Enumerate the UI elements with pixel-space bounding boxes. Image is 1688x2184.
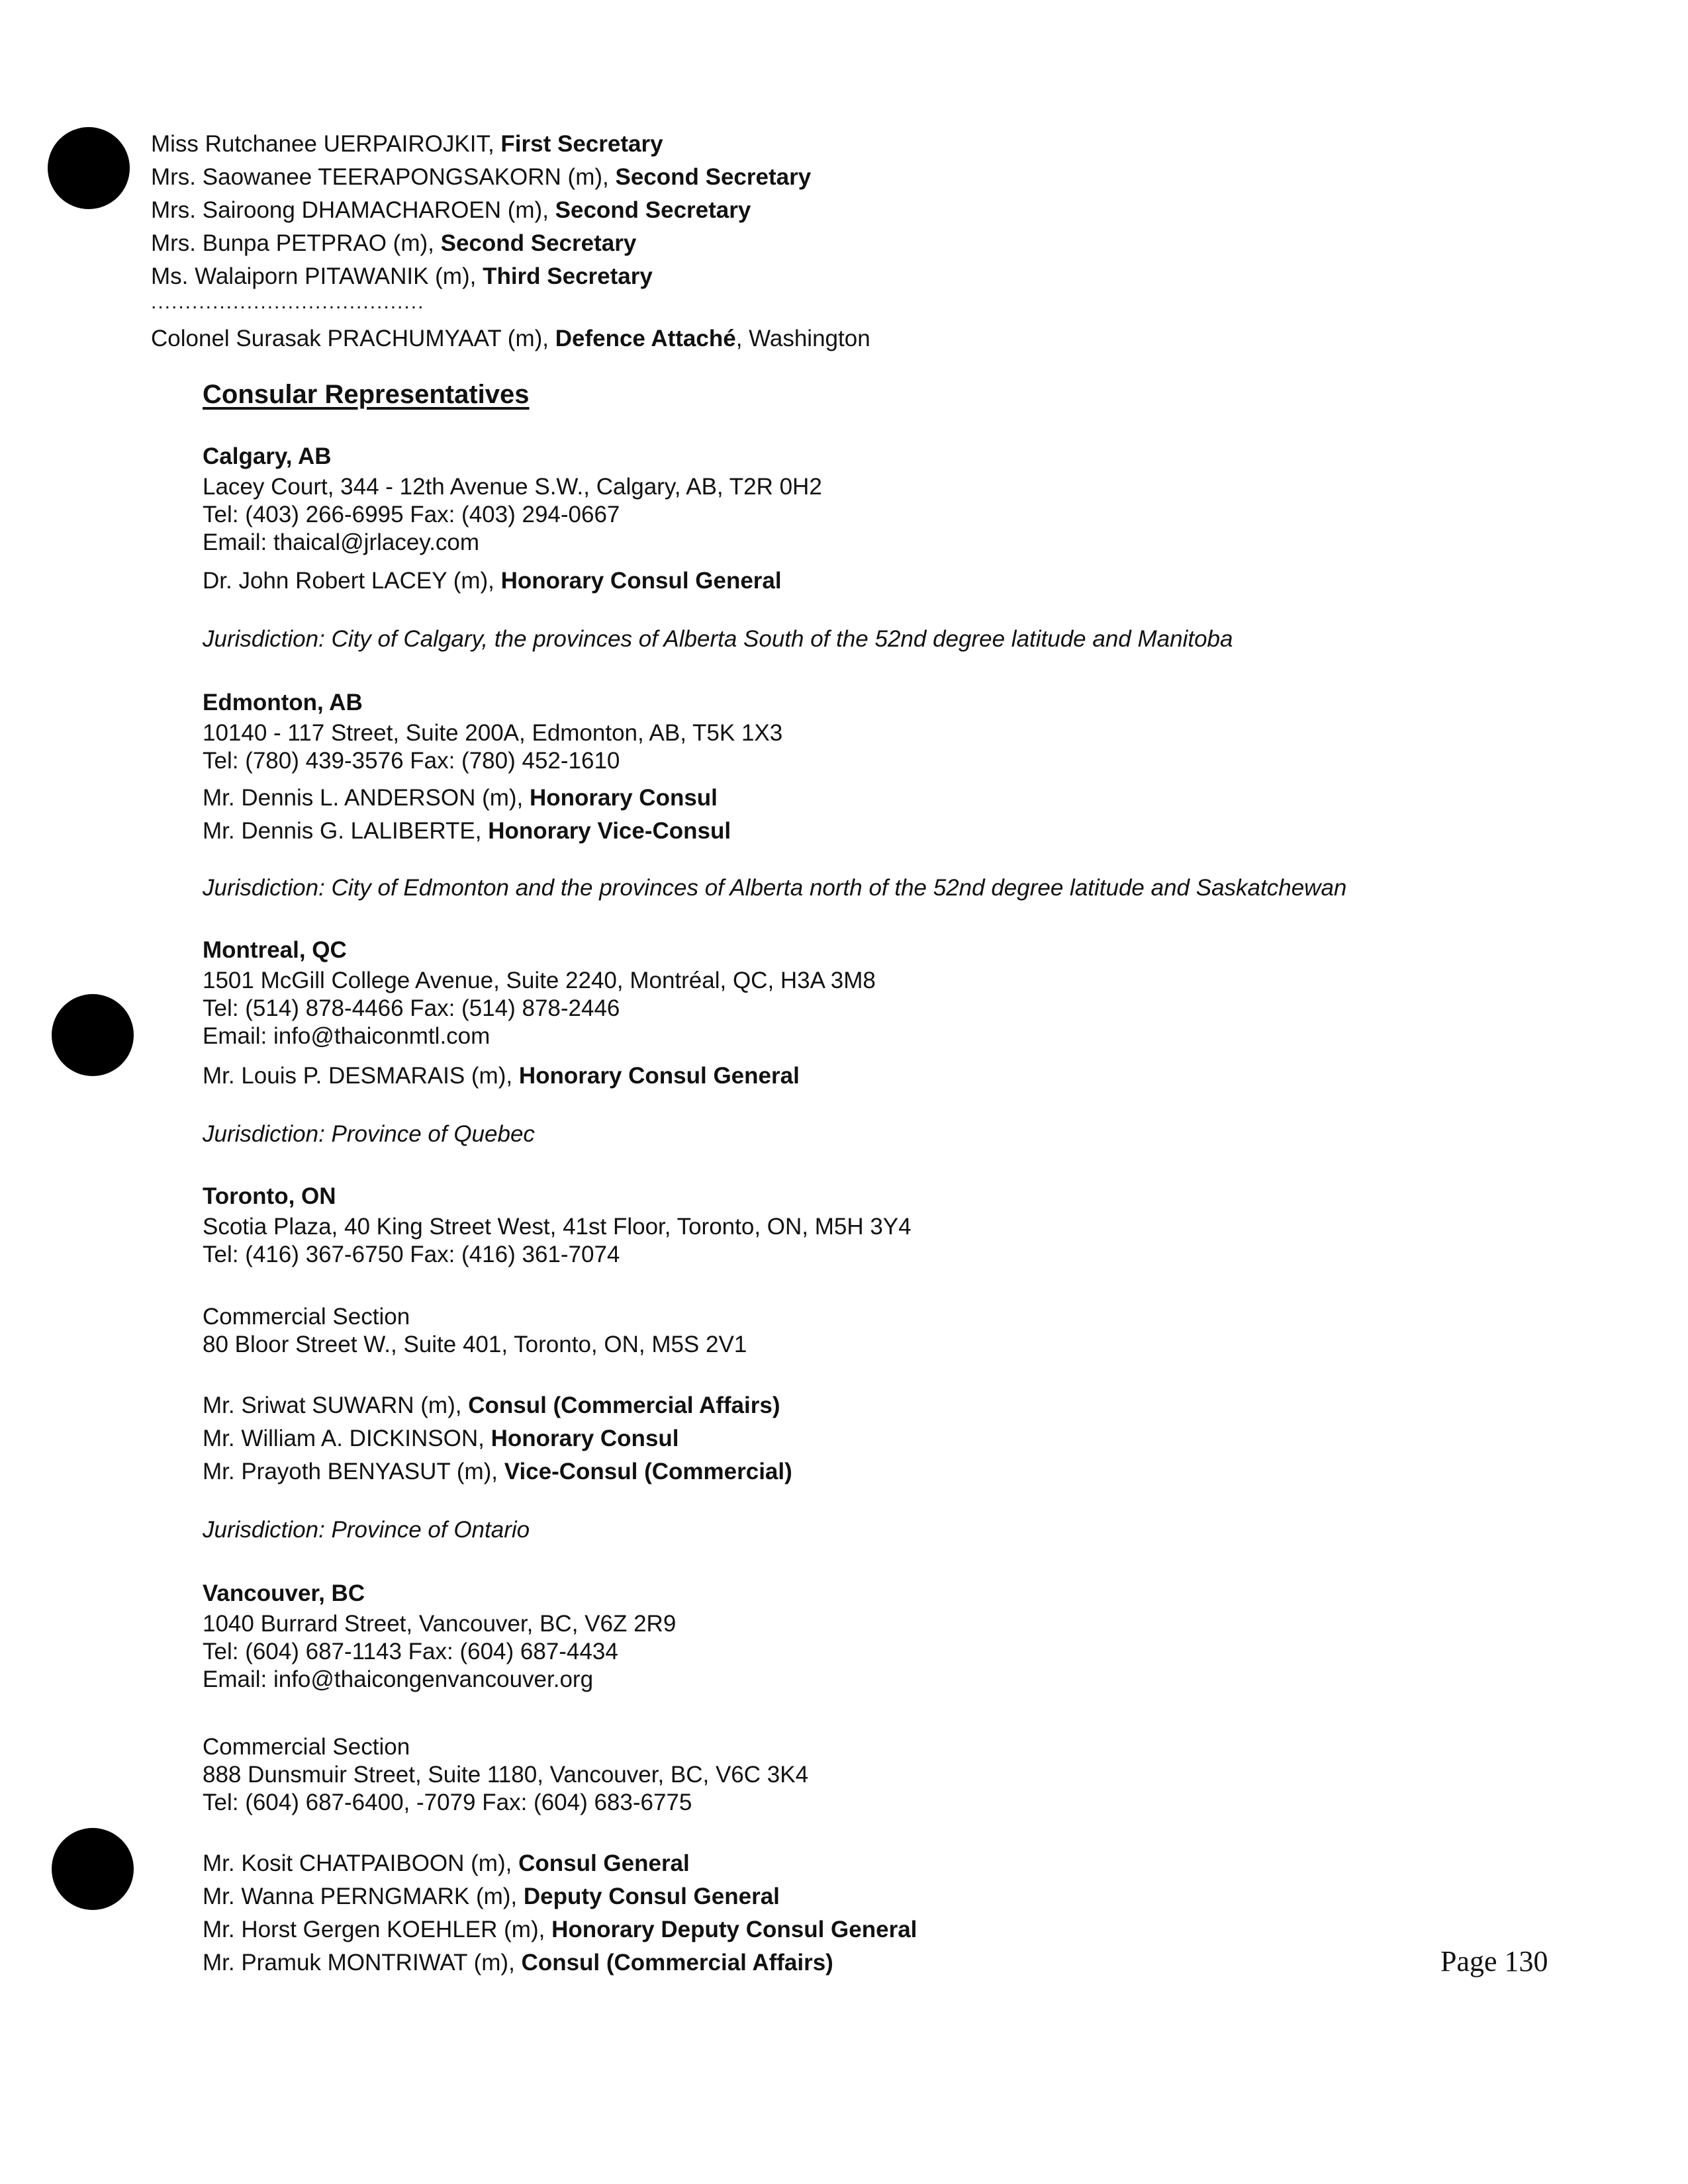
vancouver-email: Email: info@thaicongenvancouver.org (203, 1666, 594, 1692)
montreal-address: 1501 McGill College Avenue, Suite 2240, Montréal, QC, H3A 3M8 (203, 968, 876, 993)
attache-line: Colonel Surasak PRACHUMYAAT (m), Defence Attaché, Washington (151, 326, 870, 351)
punch-hole-top (48, 127, 130, 209)
staff-line: Mrs. Saowanee TEERAPONGSAKORN (m), Second Secretary (151, 164, 812, 190)
vancouver-person: Mr. Wanna PERNGMARK (m), Deputy Consul General (203, 1884, 780, 1909)
toronto-commercial-label: Commercial Section (203, 1304, 410, 1330)
toronto-commercial-address: 80 Bloor Street W., Suite 401, Toronto, ON, M5S 2V1 (203, 1332, 747, 1357)
montreal-person: Mr. Louis P. DESMARAIS (m), Honorary Consul General (203, 1063, 800, 1089)
vancouver-commercial-address: 888 Dunsmuir Street, Suite 1180, Vancouver, BC, V6C 3K4 (203, 1762, 809, 1788)
vancouver-person: Mr. Kosit CHATPAIBOON (m), Consul General (203, 1850, 690, 1876)
staff-line: Mrs. Sairoong DHAMACHAROEN (m), Second Secretary (151, 197, 751, 223)
montreal-jurisdiction: Jurisdiction: Province of Quebec (203, 1121, 535, 1147)
toronto-address: Scotia Plaza, 40 King Street West, 41st Floor, Toronto, ON, M5H 3Y4 (203, 1214, 912, 1240)
vancouver-commercial-label: Commercial Section (203, 1734, 410, 1760)
separator-dots: ........................................ (151, 291, 425, 313)
calgary-person: Dr. John Robert LACEY (m), Honorary Consul General (203, 568, 782, 594)
city-heading-edmonton: Edmonton, AB (203, 690, 363, 715)
edmonton-address: 10140 - 117 Street, Suite 200A, Edmonton, AB, T5K 1X3 (203, 720, 783, 746)
city-heading-vancouver: Vancouver, BC (203, 1580, 365, 1606)
calgary-tel: Tel: (403) 266-6995 Fax: (403) 294-0667 (203, 502, 620, 527)
toronto-person: Mr. William A. DICKINSON, Honorary Consul (203, 1426, 679, 1451)
edmonton-jurisdiction: Jurisdiction: City of Edmonton and the provinces of Alberta north of the 52nd degree latitude and Saskatchewan (203, 875, 1347, 901)
staff-line: Miss Rutchanee UERPAIROJKIT, First Secretary (151, 131, 663, 157)
staff-line: Ms. Walaiporn PITAWANIK (m), Third Secretary (151, 263, 653, 289)
toronto-person: Mr. Prayoth BENYASUT (m), Vice-Consul (Commercial) (203, 1459, 792, 1484)
punch-hole-bottom (52, 1828, 134, 1910)
calgary-jurisdiction: Jurisdiction: City of Calgary, the provinces of Alberta South of the 52nd degree latitude and Manitoba (203, 626, 1233, 652)
punch-hole-middle (52, 994, 134, 1076)
montreal-tel: Tel: (514) 878-4466 Fax: (514) 878-2446 (203, 995, 620, 1021)
vancouver-tel: Tel: (604) 687-1143 Fax: (604) 687-4434 (203, 1639, 618, 1664)
vancouver-person: Mr. Horst Gergen KOEHLER (m), Honorary Deputy Consul General (203, 1917, 917, 1942)
calgary-email: Email: thaical@jrlacey.com (203, 529, 480, 555)
city-heading-calgary: Calgary, AB (203, 443, 332, 469)
section-heading: Consular Representatives (203, 380, 530, 409)
montreal-email: Email: info@thaiconmtl.com (203, 1023, 491, 1049)
staff-line: Mrs. Bunpa PETPRAO (m), Second Secretary (151, 230, 637, 256)
calgary-address: Lacey Court, 344 - 12th Avenue S.W., Calgary, AB, T2R 0H2 (203, 474, 822, 500)
toronto-tel: Tel: (416) 367-6750 Fax: (416) 361-7074 (203, 1242, 620, 1267)
toronto-jurisdiction: Jurisdiction: Province of Ontario (203, 1517, 530, 1543)
toronto-person: Mr. Sriwat SUWARN (m), Consul (Commercial Affairs) (203, 1392, 780, 1418)
vancouver-address: 1040 Burrard Street, Vancouver, BC, V6Z 2R9 (203, 1611, 677, 1637)
edmonton-person: Mr. Dennis G. LALIBERTE, Honorary Vice-Consul (203, 818, 731, 844)
city-heading-montreal: Montreal, QC (203, 937, 347, 963)
vancouver-person: Mr. Pramuk MONTRIWAT (m), Consul (Commercial Affairs) (203, 1950, 833, 1976)
edmonton-person: Mr. Dennis L. ANDERSON (m), Honorary Consul (203, 785, 718, 811)
vancouver-commercial-tel: Tel: (604) 687-6400, -7079 Fax: (604) 683-6775 (203, 1790, 692, 1815)
page-number: Page 130 (1440, 1945, 1548, 1978)
edmonton-tel: Tel: (780) 439-3576 Fax: (780) 452-1610 (203, 748, 620, 774)
city-heading-toronto: Toronto, ON (203, 1183, 336, 1209)
